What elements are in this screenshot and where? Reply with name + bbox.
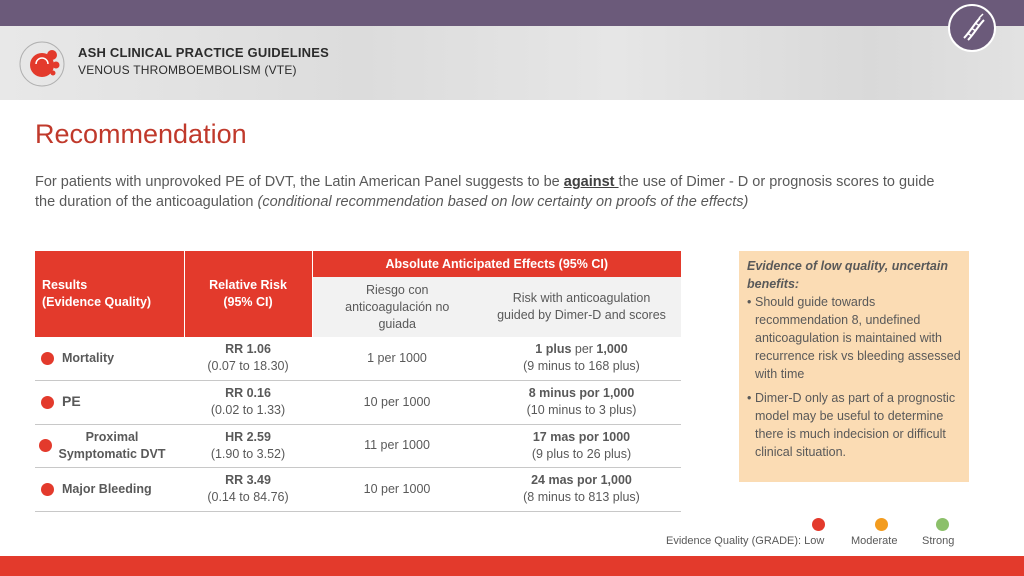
outcome-cell <box>35 424 184 467</box>
recommendation-emphasis: against <box>563 174 619 190</box>
rr-value: HR 2.59 <box>225 429 271 444</box>
risk-with-b: plus <box>542 342 572 357</box>
legend-label-low: Evidence Quality (GRADE): Low <box>666 535 825 547</box>
table-row <box>35 380 681 424</box>
subheader-without-guidance: Riesgo con anticoagulación no guiada <box>312 277 482 337</box>
header-subtitle: VENOUS THROMBOEMBOLISM (VTE) <box>78 63 297 77</box>
quality-low-dot <box>41 352 54 365</box>
legend-moderate-dot <box>875 518 888 531</box>
outcome-label: Proximal Symptomatic DVT <box>58 429 166 461</box>
table-row <box>35 337 681 380</box>
risk-without-cell: 1 per 1000 <box>312 337 482 380</box>
risk-with-cell <box>482 424 681 467</box>
evidence-note-list <box>747 293 961 461</box>
relative-risk-cell <box>184 380 312 424</box>
evidence-note-item: • Dimer-D only as part of a prognostic model may be useful to determine there is much indecision or difficult clinical situation. <box>747 389 961 461</box>
bottom-bar <box>0 556 1024 576</box>
table-row <box>35 467 681 511</box>
rr-ci: (0.07 to 18.30) <box>207 359 289 374</box>
header-relative-risk <box>184 251 312 337</box>
risk-with-c: per <box>571 342 597 357</box>
page-title: Recommendation <box>35 119 247 149</box>
risk-with-a: 17 mas por 1000 <box>532 429 631 444</box>
top-bar <box>0 0 1024 26</box>
header-results-line2: (Evidence Quality) <box>42 295 152 309</box>
header-results <box>35 251 184 337</box>
risk-with-cell <box>482 380 681 424</box>
risk-with-d: 1,000 <box>596 342 628 357</box>
subheader-with-guidance: Risk with anticoagulation guided by Dimer-D and scores <box>482 277 681 337</box>
risk-with-ci: (9 minus to 168 plus) <box>523 359 640 374</box>
outcome-label: Mortality <box>62 350 115 365</box>
risk-without-cell: 10 per 1000 <box>312 380 482 424</box>
risk-with-cell <box>482 467 681 511</box>
risk-without-cell: 10 per 1000 <box>312 467 482 511</box>
legend-strong-dot <box>936 518 949 531</box>
dna-helix-icon <box>948 4 996 52</box>
risk-with-a: 1 <box>535 342 543 357</box>
relative-risk-cell <box>184 424 312 467</box>
header-banner <box>0 26 1024 100</box>
header-results-line1: Results <box>42 278 88 292</box>
rr-ci: (0.02 to 1.33) <box>210 403 286 417</box>
recommendation-qualifier: (conditional recommendation based on low certainty on proofs of the effects) <box>257 194 749 210</box>
quality-low-dot <box>41 483 54 496</box>
ash-society-logo-icon <box>18 40 66 88</box>
header-absolute-effects: Absolute Anticipated Effects (95% CI) <box>312 251 681 277</box>
header-title: ASH CLINICAL PRACTICE GUIDELINES <box>78 45 330 60</box>
outcome-label: PE <box>62 393 81 409</box>
evidence-note-box <box>739 251 969 482</box>
table-row <box>35 424 681 467</box>
outcome-cell <box>35 337 184 380</box>
recommendation-text <box>35 172 955 212</box>
dna-helix-glyph <box>950 6 994 50</box>
rr-value: RR 3.49 <box>225 473 271 487</box>
header-rr-line2: (95% CI) <box>223 295 273 309</box>
evidence-note-heading: Evidence of low quality, uncertain benefits: <box>747 259 948 291</box>
evidence-table <box>35 251 681 512</box>
quality-low-dot <box>41 396 54 409</box>
outcome-cell <box>35 467 184 511</box>
evidence-note-item: • Should guide towards recommendation 8, undefined anticoagulation is maintained with recurrence risk vs bleeding assessed with time <box>747 293 961 383</box>
relative-risk-cell <box>184 467 312 511</box>
risk-with-a: 8 minus por 1,000 <box>528 386 635 400</box>
rr-value: RR 0.16 <box>225 386 271 400</box>
legend-label-strong: Strong <box>922 535 955 547</box>
risk-with-cell <box>482 337 681 380</box>
rr-value: RR 1.06 <box>225 342 271 357</box>
outcome-cell <box>35 380 184 424</box>
risk-with-ci: (9 plus to 26 plus) <box>531 446 632 461</box>
recommendation-part2: the use of Dimer - D or prognosis scores to guide the duration of the anticoagulation <box>35 174 935 210</box>
quality-low-dot <box>39 439 52 452</box>
rr-ci: (1.90 to 3.52) <box>210 446 286 461</box>
risk-with-a: 24 mas por 1,000 <box>531 473 632 487</box>
header-rr-line1: Relative Risk <box>209 278 287 292</box>
risk-without-cell: 11 per 1000 <box>312 424 482 467</box>
legend-low-dot <box>812 518 825 531</box>
outcome-label: Major Bleeding <box>62 481 152 496</box>
recommendation-part1: For patients with unprovoked PE of DVT, the Latin American Panel suggests to be <box>35 174 564 190</box>
risk-with-ci: (8 minus to 813 plus) <box>523 490 640 504</box>
legend-label-moderate: Moderate <box>851 535 898 547</box>
risk-with-ci: (10 minus to 3 plus) <box>526 403 637 417</box>
relative-risk-cell <box>184 337 312 380</box>
rr-ci: (0.14 to 84.76) <box>207 490 289 504</box>
